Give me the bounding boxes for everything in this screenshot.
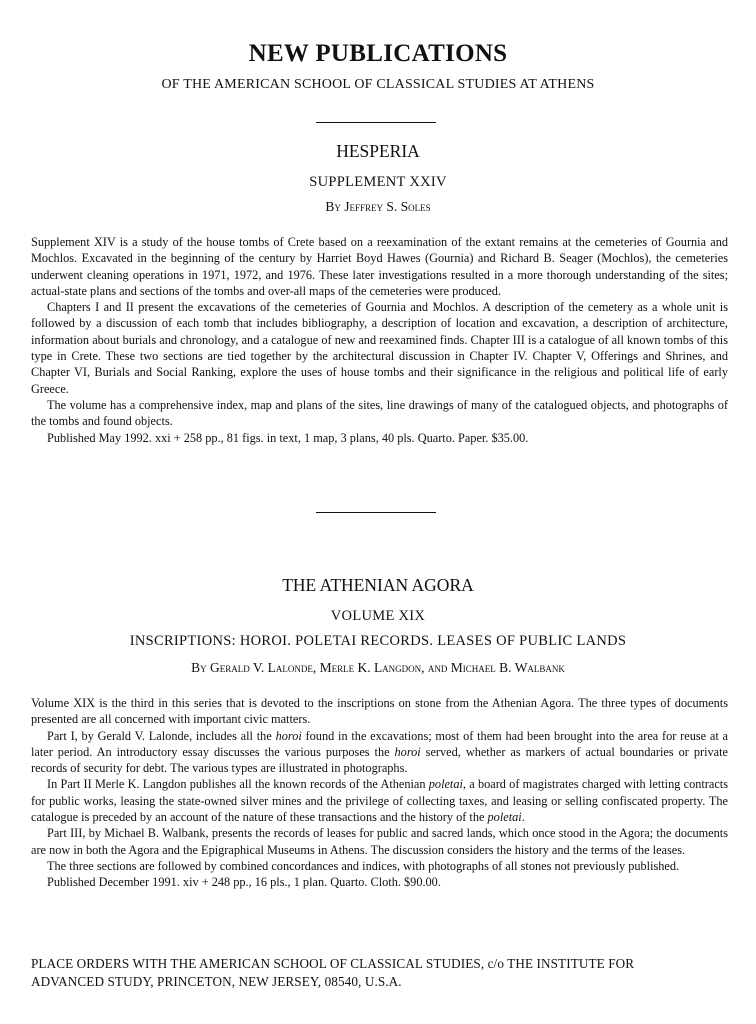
hesperia-paragraph: Supplement XIV is a study of the house tombs of Crete based on a reexamination of the extant remains at the cemeteries of Gournia and Mochlos. Excavated in the beginning of the century by Harriet Boyd Hawes (Gournia) and Richard B. Seager (Mochlos), the cemeteries underwent cleaning operations in 1971, 1972, and 1976. These later investigations resulted in a more thorough understanding of the sites; actual-state plans and sections of the tombs and over-all maps of the cemeteries were produced. — [31, 235, 728, 298]
agora-paragraph: In Part II Merle K. Langdon publishes all the known records of the Athenian poletai, a board of magistrates charged with letting contracts for public works, leasing the state-owned silver mines and the privilege of collecting taxes, and leasing or selling confiscated property. The catalogue is preceded by an account of the nature of these transactions and the history of the poletai. — [31, 777, 728, 825]
page-subtitle: OF THE AMERICAN SCHOOL OF CLASSICAL STUDIES AT ATHENS — [161, 77, 595, 92]
agora-description — [31, 695, 728, 891]
hesperia-publication-info: Published May 1992. xxi + 258 pp., 81 figs. in text, 1 map, 3 plans, 40 pls. Quarto. Paper. $35.00. — [47, 430, 529, 445]
agora-publication-info: Published December 1991. xiv + 248 pp., 16 pls., 1 plan. Quarto. Cloth. $90.00. — [47, 875, 441, 890]
order-line: PLACE ORDERS WITH THE AMERICAN SCHOOL OF CLASSICAL STUDIES, c/o THE INSTITUTE FOR — [31, 956, 635, 971]
agora-paragraph: The three sections are followed by combined concordances and indices, with photographs of all stones not previously published. — [47, 858, 680, 873]
divider-rule — [316, 512, 436, 513]
hesperia-paragraph: The volume has a comprehensive index, map and plans of the sites, line drawings of many of the catalogued objects, and photographs of the tombs and found objects. — [31, 397, 728, 429]
hesperia-paragraph: Chapters I and II present the excavations of the cemeteries of Gournia and Mochlos. A description of the cemetery as a whole unit is followed by a discussion of each tomb that includes bibliography, a description of location and excavation, a description of architecture, information about burials and chronology, and a catalogue of new and reexamined finds. Chapter III is a catalogue of all known tombs of this type in Crete. These two sections are tied together by the architectural discussion in Chapter IV. Chapter V, Offerings and Shrines, and Chapter VI, Burials and Social Ranking, explore the uses of house tombs and their significance in the religious and political life of early Greece. — [31, 300, 728, 396]
hesperia-volume: SUPPLEMENT XXIV — [309, 174, 447, 190]
agora-paragraph: Volume XIX is the third in this series that is devoted to the inscriptions on stone from the Athenian Agora. The three types of documents presented are all concerned with important civic matters. — [31, 696, 728, 727]
agora-volume-subtitle: INSCRIPTIONS: HOROI. POLETAI RECORDS. LEASES OF PUBLIC LANDS — [129, 633, 627, 649]
agora-series-title: THE ATHENIAN AGORA — [282, 575, 474, 595]
order-line: ADVANCED STUDY, PRINCETON, NEW JERSEY, 08540, U.S.A. — [31, 974, 402, 989]
hesperia-description — [31, 234, 728, 446]
hesperia-series-title: HESPERIA — [336, 141, 420, 161]
agora-paragraph: Part I, by Gerald V. Lalonde, includes all the horoi found in the excavations; most of them had been brought into the area for reuse at a later period. An introductory essay discusses the various purposes the horoi served, whether as markers of actual boundaries or private records of security for debt. The various types are illustrated in photographs. — [31, 728, 728, 776]
agora-volume: VOLUME XIX — [330, 608, 426, 624]
page-title: NEW PUBLICATIONS — [248, 40, 508, 67]
hesperia-author: By Jeffrey S. Soles — [325, 199, 431, 214]
order-instructions — [31, 955, 728, 991]
agora-authors: By Gerald V. Lalonde, Merle K. Langdon, and Michael B. Walbank — [191, 660, 565, 675]
agora-paragraph: Part III, by Michael B. Walbank, presents the records of leases for public and sacred lands, which once stood in the Agora; the documents are now in both the Agora and the Epigraphical Museums in Athens. The discussion considers the history and the terms of the leases. — [31, 826, 728, 857]
divider-rule — [316, 122, 436, 123]
